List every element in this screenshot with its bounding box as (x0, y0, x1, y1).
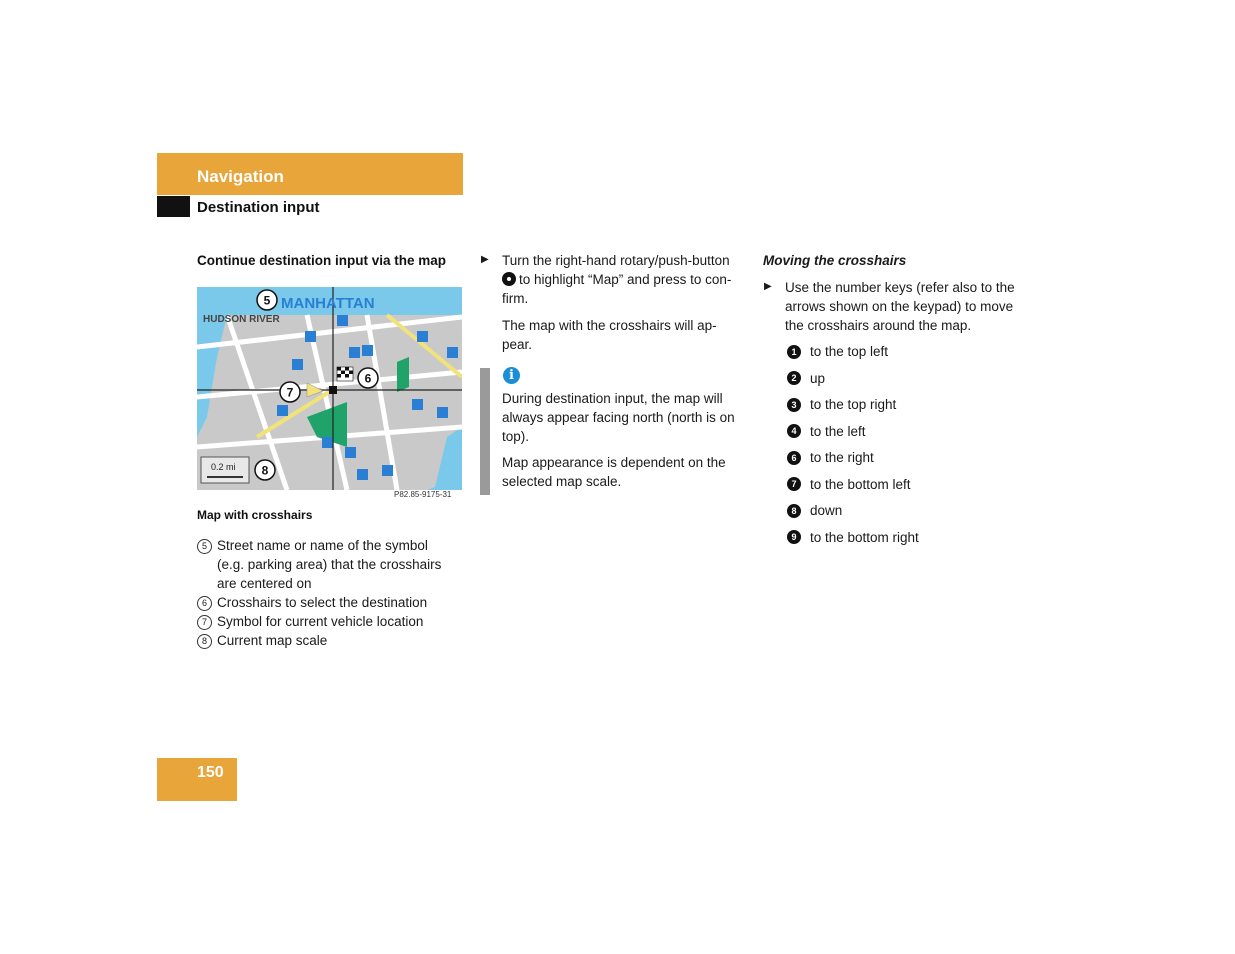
map-legend (197, 536, 467, 650)
direction-item: 8 down (787, 501, 1027, 520)
callout-5 (257, 290, 277, 310)
callout-7 (280, 382, 300, 402)
legend-item: 6 Crosshairs to select the destination (197, 593, 467, 612)
figure-code: P82.85-9175-31 (394, 490, 452, 499)
crosshairs-instruction: Use the number keys (refer also to the arrows shown on the keypad) to move the crosshairs around the map. (785, 280, 1015, 333)
map-scale: 0.2 mi (211, 462, 236, 472)
legend-item: 7 Symbol for current vehicle location (197, 612, 467, 631)
crosshairs-heading: Moving the crosshairs (763, 253, 907, 268)
direction-item: 6 to the right (787, 448, 1027, 467)
flag-icon (337, 367, 353, 381)
callout-6 (358, 368, 378, 388)
subsection-marker (157, 196, 190, 217)
info-sidebar (480, 368, 490, 495)
map-section-heading: Continue destination input via the map (197, 253, 447, 268)
direction-item: 1 to the top left (787, 342, 1027, 361)
step-bullet-icon: ▶ (481, 254, 489, 265)
info-note-1: During destination input, the map will always appear facing north (north is on top). (502, 391, 735, 444)
direction-list (787, 342, 1027, 547)
step-bullet-icon: ▶ (764, 281, 772, 292)
svg-text:7: 7 (286, 385, 294, 400)
info-note-2: Map appearance is dependent on the selected map scale. (502, 455, 726, 489)
map-sublabel: HUDSON RIVER (203, 314, 280, 325)
svg-text:6: 6 (364, 371, 372, 386)
rotary-button-icon (502, 272, 516, 286)
step-result: The map with the crosshairs will ap- pear. (502, 318, 717, 352)
section-title: Navigation (197, 167, 284, 186)
direction-item: 7 to the bottom left (787, 475, 1027, 494)
subsection-title: Destination input (197, 199, 320, 216)
map-illustration (197, 287, 462, 490)
callout-8 (255, 460, 275, 480)
direction-item: 9 to the bottom right (787, 528, 1027, 547)
map-caption: Map with crosshairs (197, 508, 313, 522)
step-instruction: Turn the right-hand rotary/push-button to highlight “Map” and press to con- firm. (502, 253, 732, 306)
direction-item: 3 to the top right (787, 395, 1027, 414)
svg-text:5: 5 (263, 293, 271, 308)
page-number: 150 (197, 764, 224, 781)
info-icon: i (503, 367, 520, 384)
map-label: MANHATTAN (281, 295, 375, 312)
legend-item: 5 Street name or name of the symbol (e.g. parking area) that the crosshairs are centered on (197, 536, 467, 593)
direction-item: 2 up (787, 369, 1027, 388)
direction-item: 4 to the left (787, 422, 1027, 441)
legend-item: 8 Current map scale (197, 631, 467, 650)
svg-text:8: 8 (261, 463, 269, 478)
